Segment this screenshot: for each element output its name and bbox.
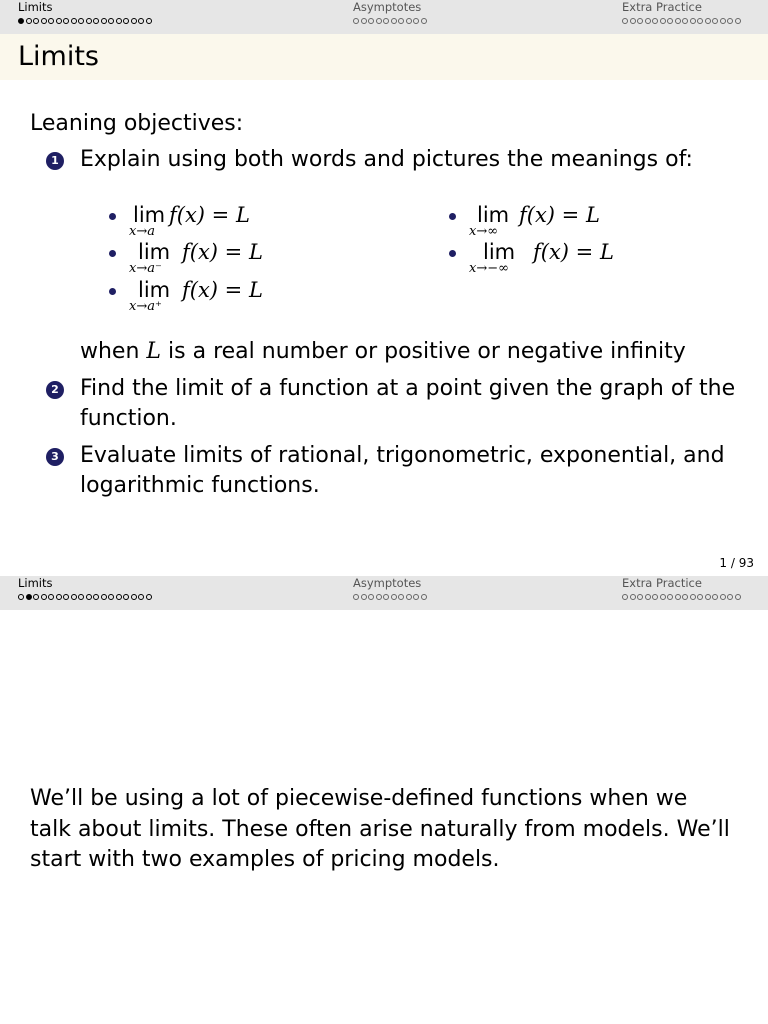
lim-subscript: x→−∞ [469, 261, 509, 276]
nav-frame-dots[interactable] [18, 15, 153, 27]
nav-frame-dot[interactable] [383, 18, 389, 24]
nav-frame-dots[interactable] [622, 15, 742, 27]
nav-frame-dot[interactable] [675, 18, 681, 24]
nav-frame-dot[interactable] [712, 594, 718, 600]
nav-frame-dot[interactable] [146, 594, 152, 600]
nav-frame-dot[interactable] [398, 18, 404, 24]
nav-frame-dot[interactable] [398, 594, 404, 600]
nav-frame-dot[interactable] [413, 594, 419, 600]
nav-section-label[interactable]: Asymptotes [353, 0, 422, 14]
bullet-icon [449, 250, 456, 257]
nav-frame-dot[interactable] [41, 18, 47, 24]
nav-frame-dot[interactable] [690, 594, 696, 600]
nav-frame-dot[interactable] [630, 594, 636, 600]
nav-section-asymptotes[interactable] [353, 0, 428, 27]
nav-frame-dot[interactable] [391, 594, 397, 600]
nav-frame-dot[interactable] [645, 594, 651, 600]
nav-frame-dot[interactable] [78, 18, 84, 24]
nav-frame-dot[interactable] [86, 18, 92, 24]
when-condition-text [80, 337, 686, 367]
bullet-icon [449, 213, 456, 220]
nav-frame-dot[interactable] [376, 594, 382, 600]
enumerate-number-badge: 2 [46, 381, 64, 399]
enumerate-number-badge: 3 [46, 448, 64, 466]
nav-section-label[interactable]: Extra Practice [622, 0, 702, 14]
nav-frame-dot[interactable] [727, 594, 733, 600]
objective-text: Find the limit of a function at a point given the graph of the function. [80, 376, 736, 431]
nav-frame-dot[interactable] [645, 18, 651, 24]
nav-frame-dot[interactable] [116, 594, 122, 600]
nav-frame-dot[interactable] [622, 18, 628, 24]
nav-section-limits[interactable] [18, 576, 153, 603]
limit-expression: f(x) = L [533, 240, 614, 264]
enumerate-number-badge: 1 [46, 152, 64, 170]
lim-operator: lim [138, 278, 171, 302]
lim-operator: lim [477, 203, 510, 227]
nav-frame-dot[interactable] [690, 18, 696, 24]
nav-frame-dot[interactable] [108, 18, 114, 24]
when-variable: L [146, 339, 162, 364]
nav-section-limits[interactable] [18, 0, 153, 27]
bullet-icon [109, 250, 116, 257]
navigation-bar [0, 576, 768, 610]
nav-frame-dot[interactable] [101, 594, 107, 600]
nav-frame-dot[interactable] [26, 594, 32, 600]
lim-operator: lim [483, 240, 516, 264]
lim-operator: lim [138, 240, 171, 264]
nav-frame-dot[interactable] [720, 18, 726, 24]
nav-frame-dot[interactable] [660, 594, 666, 600]
nav-frame-dots[interactable] [353, 15, 428, 27]
limit-expression: f(x) = L [182, 278, 263, 302]
nav-frame-dot[interactable] [712, 18, 718, 24]
bullet-icon [109, 288, 116, 295]
nav-frame-dot[interactable] [48, 18, 54, 24]
nav-section-extra-practice[interactable] [622, 576, 742, 603]
nav-frame-dot[interactable] [18, 594, 24, 600]
nav-frame-dot[interactable] [705, 594, 711, 600]
nav-frame-dot[interactable] [41, 594, 47, 600]
nav-frame-dot[interactable] [93, 18, 99, 24]
nav-frame-dot[interactable] [630, 18, 636, 24]
nav-frame-dot[interactable] [637, 18, 643, 24]
lim-subscript: x→∞ [469, 224, 499, 239]
nav-frame-dot[interactable] [123, 18, 129, 24]
nav-frame-dot[interactable] [123, 594, 129, 600]
nav-frame-dot[interactable] [376, 18, 382, 24]
nav-frame-dot[interactable] [48, 594, 54, 600]
lim-subscript: x→a⁺ [129, 299, 162, 314]
lim-subscript: x→a [129, 224, 155, 239]
nav-frame-dot[interactable] [421, 18, 427, 24]
frame-title-bar [0, 34, 768, 80]
nav-section-label[interactable]: Extra Practice [622, 576, 702, 590]
nav-frame-dot[interactable] [622, 594, 628, 600]
objectives-heading: Leaning objectives: [30, 111, 244, 136]
nav-frame-dot[interactable] [660, 18, 666, 24]
page-number: 1 / 93 [719, 556, 754, 570]
nav-frame-dot[interactable] [697, 18, 703, 24]
nav-section-label[interactable]: Asymptotes [353, 576, 422, 590]
nav-frame-dot[interactable] [406, 594, 412, 600]
nav-frame-dot[interactable] [667, 18, 673, 24]
nav-frame-dot[interactable] [697, 594, 703, 600]
nav-frame-dot[interactable] [108, 594, 114, 600]
nav-frame-dot[interactable] [353, 594, 359, 600]
nav-frame-dot[interactable] [652, 594, 658, 600]
nav-frame-dot[interactable] [101, 18, 107, 24]
bullet-icon [109, 213, 116, 220]
nav-frame-dot[interactable] [368, 594, 374, 600]
nav-frame-dot[interactable] [682, 18, 688, 24]
nav-frame-dot[interactable] [116, 18, 122, 24]
nav-frame-dot[interactable] [667, 594, 673, 600]
nav-frame-dot[interactable] [735, 594, 741, 600]
nav-frame-dot[interactable] [637, 594, 643, 600]
nav-section-extra-practice[interactable] [622, 0, 742, 27]
nav-frame-dot[interactable] [131, 18, 137, 24]
nav-frame-dot[interactable] [735, 18, 741, 24]
nav-frame-dot[interactable] [720, 594, 726, 600]
nav-frame-dot[interactable] [131, 594, 137, 600]
objective-text: Explain using both words and pictures the meanings of: [80, 147, 693, 172]
nav-frame-dot[interactable] [138, 18, 144, 24]
navigation-bar [0, 0, 768, 34]
slide-2 [0, 576, 768, 1024]
nav-frame-dot[interactable] [361, 18, 367, 24]
nav-frame-dot[interactable] [63, 18, 69, 24]
when-text-prefix: when [80, 339, 147, 364]
nav-frame-dot[interactable] [78, 594, 84, 600]
limit-expression: f(x) = L [169, 203, 250, 227]
nav-frame-dot[interactable] [63, 594, 69, 600]
nav-frame-dot[interactable] [652, 18, 658, 24]
nav-frame-dot[interactable] [33, 18, 39, 24]
limit-expression: f(x) = L [519, 203, 600, 227]
nav-frame-dot[interactable] [368, 18, 374, 24]
nav-section-label[interactable]: Limits [18, 576, 53, 590]
nav-frame-dot[interactable] [361, 594, 367, 600]
lim-subscript: x→a⁻ [129, 261, 162, 276]
nav-frame-dot[interactable] [138, 594, 144, 600]
lim-operator: lim [133, 203, 166, 227]
slide-paragraph: We’ll be using a lot of piecewise-defined functions when we talk about limits. These often arise naturally from models. We’ll start with two examples of pricing models. [30, 786, 730, 872]
nav-frame-dots[interactable] [353, 591, 428, 603]
nav-frame-dot[interactable] [71, 594, 77, 600]
nav-frame-dot[interactable] [146, 18, 152, 24]
frame-title: Limits [18, 41, 99, 72]
objective-text: Evaluate limits of rational, trigonometric, exponential, and logarithmic functions. [80, 443, 725, 498]
nav-frame-dot[interactable] [353, 18, 359, 24]
nav-frame-dot[interactable] [727, 18, 733, 24]
nav-frame-dot[interactable] [56, 594, 62, 600]
nav-section-label[interactable]: Limits [18, 0, 53, 14]
nav-frame-dot[interactable] [71, 18, 77, 24]
nav-frame-dot[interactable] [56, 18, 62, 24]
nav-frame-dot[interactable] [675, 594, 681, 600]
nav-section-asymptotes[interactable] [353, 576, 428, 603]
nav-frame-dot[interactable] [391, 18, 397, 24]
nav-frame-dot[interactable] [26, 18, 32, 24]
nav-frame-dot[interactable] [705, 18, 711, 24]
when-text-suffix: is a real number or positive or negative infinity [161, 339, 686, 364]
nav-frame-dots[interactable] [18, 591, 153, 603]
nav-frame-dot[interactable] [86, 594, 92, 600]
nav-frame-dots[interactable] [622, 591, 742, 603]
nav-frame-dot[interactable] [682, 594, 688, 600]
nav-frame-dot[interactable] [383, 594, 389, 600]
nav-frame-dot[interactable] [406, 18, 412, 24]
nav-frame-dot[interactable] [413, 18, 419, 24]
nav-frame-dot[interactable] [18, 18, 24, 24]
nav-frame-dot[interactable] [93, 594, 99, 600]
nav-frame-dot[interactable] [421, 594, 427, 600]
limit-expression: f(x) = L [182, 240, 263, 264]
nav-frame-dot[interactable] [33, 594, 39, 600]
